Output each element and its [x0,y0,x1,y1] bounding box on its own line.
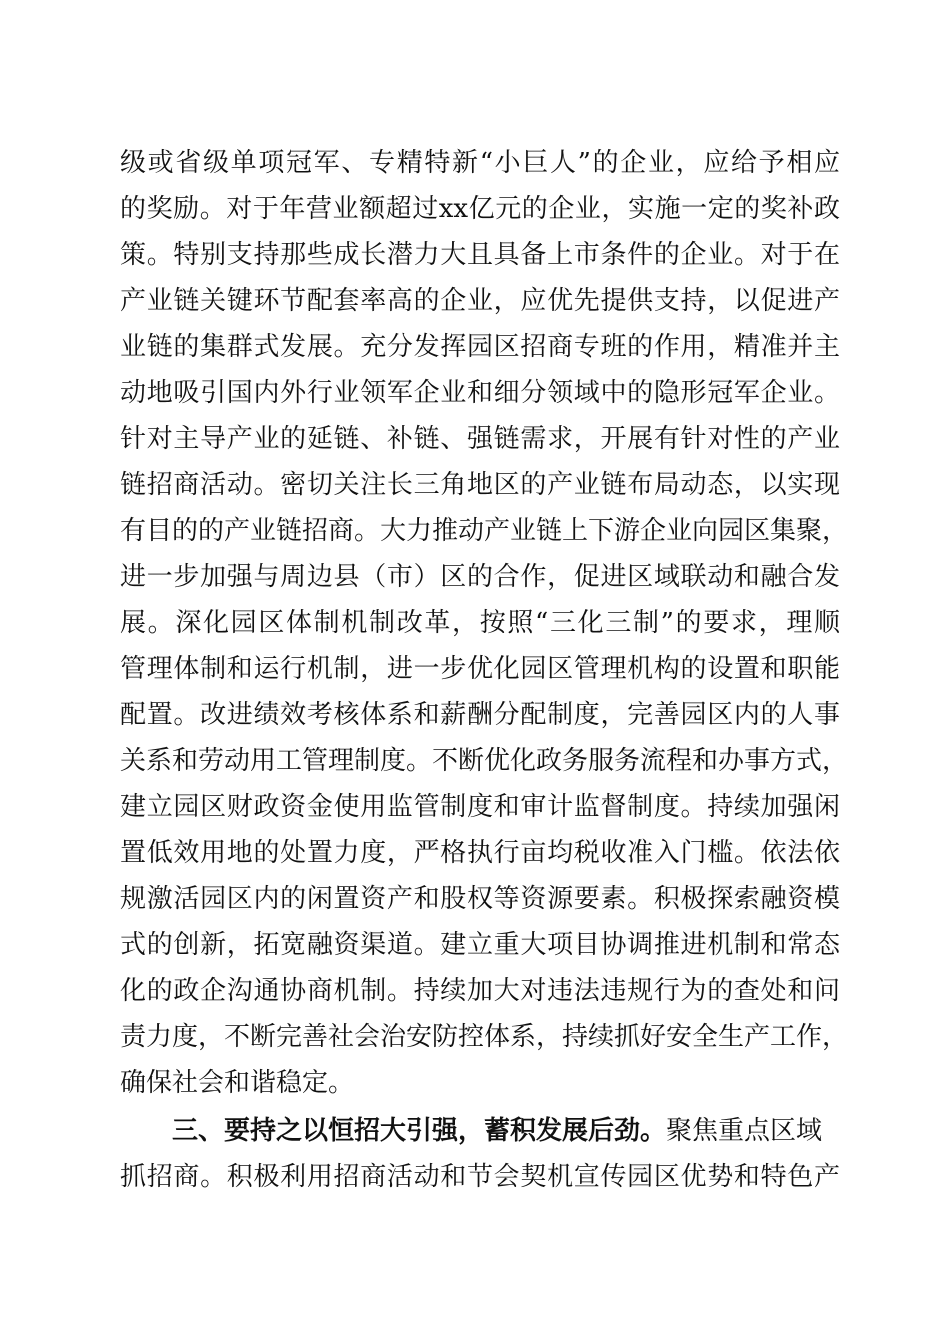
text-line: 管理体制和运行机制，进一步优化园区管理机构的设置和职能 [120,654,840,684]
text-line-last: 确保社会和谐稳定。 [120,1068,355,1098]
text-line: 关系和劳动用工管理制度。不断优化政务服务流程和办事方式， [120,746,849,776]
text-line: 规激活园区内的闲置资产和股权等资源要素。积极探索融资模 [120,884,840,914]
text-line: 策。特别支持那些成长潜力大且具备上市条件的企业。对于在 [120,240,840,270]
text-line: 进一步加强与周边县（市）区的合作，促进区域联动和融合发 [120,562,840,592]
text-line: 链招商活动。密切关注长三角地区的产业链布局动态，以实现 [120,470,840,500]
text-line: 配置。改进绩效考核体系和薪酬分配制度，完善园区内的人事 [120,700,840,730]
text-line: 产业链关键环节配套率高的企业，应优先提供支持，以促进产 [120,286,840,316]
text-line: 建立园区财政资金使用监管制度和审计监督制度。持续加强闲 [120,792,840,822]
text-line: 的奖励。对于年营业额超过xx亿元的企业，实施一定的奖补政 [120,194,840,224]
text-line: 式的创新，拓宽融资渠道。建立重大项目协调推进机制和常态 [120,930,840,960]
text-line: 展。深化园区体制机制改革，按照“三化三制”的要求，理顺 [120,608,840,638]
text-line: 责力度，不断完善社会治安防控体系，持续抓好安全生产工作， [120,1022,849,1052]
section-heading-rest: 聚焦重点区域 [666,1116,823,1146]
section-heading: 三、要持之以恒招大引强，蓄积发展后劲。 [172,1116,667,1146]
section-heading-line [172,1111,840,1151]
text-line: 有目的的产业链招商。大力推动产业链上下游企业向园区集聚， [120,516,849,546]
text-line: 业链的集群式发展。充分发挥园区招商专班的作用，精准并主 [120,332,840,362]
text-line: 抓招商。积极利用招商活动和节会契机宣传园区优势和特色产 [120,1162,840,1192]
text-line: 级或省级单项冠军、专精特新“小巨人”的企业，应给予相应 [120,148,840,178]
text-line: 置低效用地的处置力度，严格执行亩均税收准入门槛。依法依 [120,838,840,868]
text-line: 化的政企沟通协商机制。持续加大对违法违规行为的查处和问 [120,976,840,1006]
text-line: 动地吸引国内外行业领军企业和细分领域中的隐形冠军企业。 [120,378,840,408]
text-line: 针对主导产业的延链、补链、强链需求，开展有针对性的产业 [120,424,840,454]
